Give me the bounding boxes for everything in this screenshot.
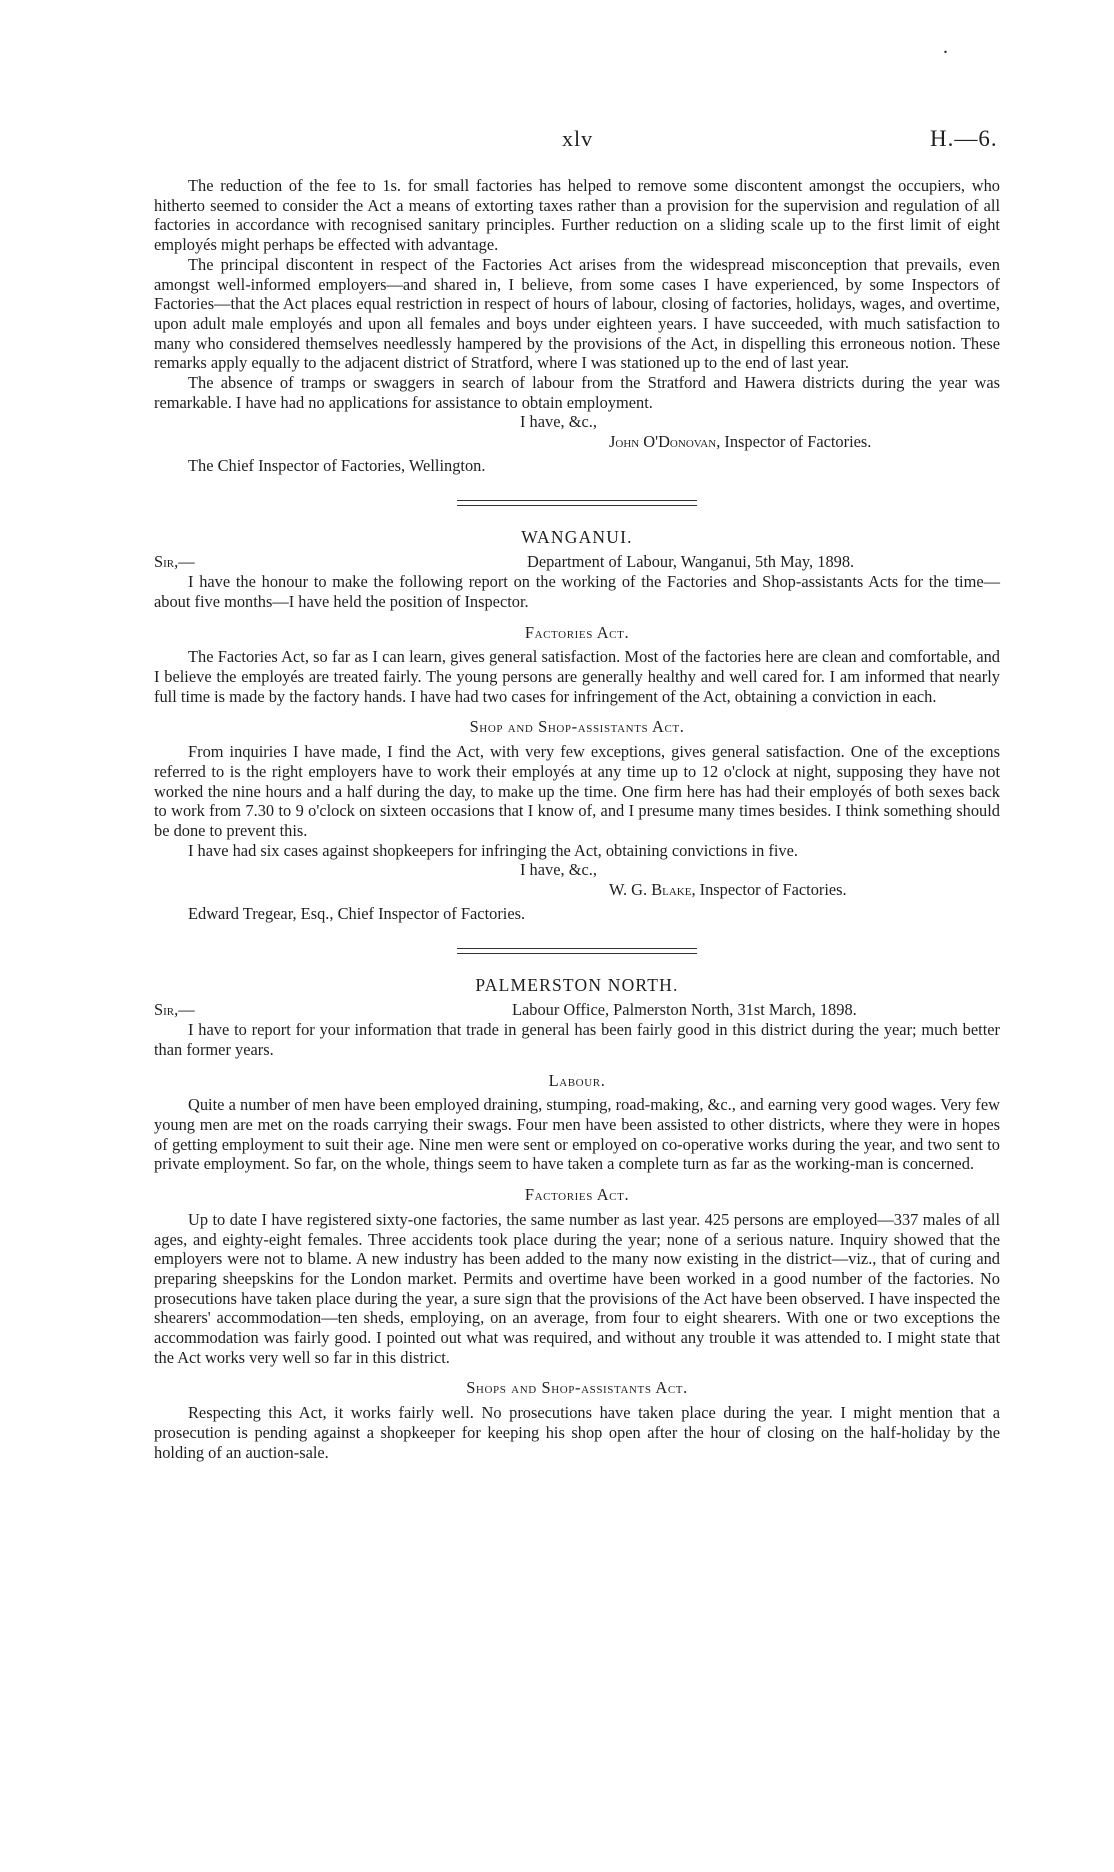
paragraph: Quite a number of men have been employed draining, stumping, road-making, &c., and earning very good wages. Very few young men are met on the roads carrying their swags. Four men have been assisted to other districts, where they were in hopes of getting employment to suit their age. Nine men were sent or employed on co-operative works during the year, and two sent to private employment. So far, on the whole, things seem to have taken a complete turn as far as the working-man is concerned. [154, 1095, 1000, 1174]
paragraph: Respecting this Act, it works fairly well. No prosecutions have taken place during the year. I might mention that a prosecution is pending against a shopkeeper for keeping his shop open after the hour of closing on the half-holiday by the holding of an auction-sale. [154, 1403, 1000, 1462]
paragraph: The absence of tramps or swaggers in search of labour from the Stratford and Hawera districts during the year was remarkable. I have had no applications for assistance to obtain employment. [154, 373, 1000, 412]
page-number: xlv [562, 126, 594, 151]
palmerston-north-report [154, 976, 1000, 1463]
paragraph: The principal discontent in respect of the Factories Act arises from the widespread misconception that prevails, even amongst well-informed employers—and shared in, I believe, from some cases I have experienced, by some Inspectors of Factories—that the Act places equal restriction in respect of hours of labour, closing of factories, holidays, wages, and overtime, upon adult male employés and upon all females and boys under eighteen years. I have succeeded, with much satisfaction to many who considered themselves needlessly hampered by the provisions of the Act, in dispelling this erroneous notion. These remarks apply equally to the adjacent district of Stratford, where I was stationed up to the end of last year. [154, 254, 1000, 373]
paragraph: The reduction of the fee to 1s. for small factories has helped to remove some discontent amongst the occupiers, who hitherto seemed to consider the Act a means of extorting taxes rather than a provision for the supervision and regulation of all factories in accordance with recognised sanitary principles. Further reduction on a sliding scale up to the first limit of eight employés might perhaps be effected with advantage. [154, 176, 1000, 255]
signature-title: , Inspector of Factories. [716, 432, 872, 452]
addressee: Edward Tregear, Esq., Chief Inspector of Factories. [188, 903, 526, 923]
paragraph: I have to report for your information that trade in general has been fairly good in this district during the year; much better than former years. [154, 1020, 1000, 1059]
paragraph: The Factories Act, so far as I can learn, gives general satisfaction. Most of the factories here are clean and comfortable, and I believe the employés are treated fairly. The young persons are generally healthy and well cared for. I am informed that nearly full time is made by the factory hands. I have had two cases for infringement of the Act, obtaining a conviction in each. [154, 647, 1000, 706]
subheading: Shop and Shop-assistants Act. [469, 717, 685, 737]
stratford-report-end [154, 176, 1000, 476]
paragraph: I have had six cases against shopkeepers for infringing the Act, obtaining convictions in five. [188, 840, 798, 860]
section-divider [457, 948, 697, 954]
signature [154, 880, 1000, 900]
subheading: Shops and Shop-assistants Act. [466, 1378, 688, 1398]
salutation: Sir,— [154, 552, 195, 572]
section-divider [457, 500, 697, 506]
document-reference: H.—6. [930, 126, 998, 151]
paragraph: I have the honour to make the following report on the working of the Factories and Shop-assistants Acts for the time—about five months—I have held the position of Inspector. [154, 572, 1000, 611]
section-title: PALMERSTON NORTH. [475, 974, 679, 995]
wanganui-report [154, 528, 1000, 924]
paragraph: Up to date I have registered sixty-one factories, the same number as last year. 425 persons are employed—337 males of all ages, and eighty-eight females. Three accidents took place during the year; none of a serious nature. Inquiry showed that the employers were not to blame. A new industry has been added to the many now existing in the district—viz., that of curing and preparing sheepskins for the London market. Permits and overtime have been worked in a good number of the factories. No prosecutions have taken place during the year, a sure sign that the provisions of the Act have been observed. I have inspected the shearers' accommodation—ten sheds, employing, on an average, from four to eight shearers. With one or two exceptions the accommodation was fairly good. I pointed out what was required, and without any trouble it was attended to. I might state that the Act works very well so far in this district. [154, 1209, 1000, 1367]
salutation: Sir,— [154, 1000, 195, 1020]
addressee: The Chief Inspector of Factories, Wellington. [188, 455, 486, 475]
dateline: Department of Labour, Wanganui, 5th May, 1898. [527, 552, 855, 572]
document-body [154, 176, 1000, 1462]
signature-name: W. G. Blake [609, 880, 692, 900]
salutation-line [154, 1000, 1000, 1020]
subheading: Factories Act. [524, 622, 630, 642]
signature [154, 432, 1000, 452]
salutation-line [154, 552, 1000, 572]
signature-title: , Inspector of Factories. [691, 880, 847, 900]
paragraph: From inquiries I have made, I find the Act, with very few exceptions, gives general satisfaction. One of the exceptions referred to is the right employers have to work their employés at any time up to 12 o'clock at night, supposing they have not worked the nine hours and a half during the day, to make up the time. One firm here has had their employés of both sexes back to work from 7.30 to 9 o'clock on sixteen occasions that I know of, and I presume many times besides. I think something should be done to prevent this. [154, 742, 1000, 840]
subheading: Labour. [548, 1070, 606, 1090]
closing: I have, &c., [520, 412, 597, 432]
stray-mark: . [943, 36, 948, 58]
closing: I have, &c., [520, 860, 597, 880]
dateline: Labour Office, Palmerston North, 31st March, 1898. [512, 1000, 857, 1020]
signature-name: John O'Donovan [609, 432, 717, 452]
section-title: WANGANUI. [521, 526, 633, 547]
subheading: Factories Act. [524, 1185, 630, 1205]
